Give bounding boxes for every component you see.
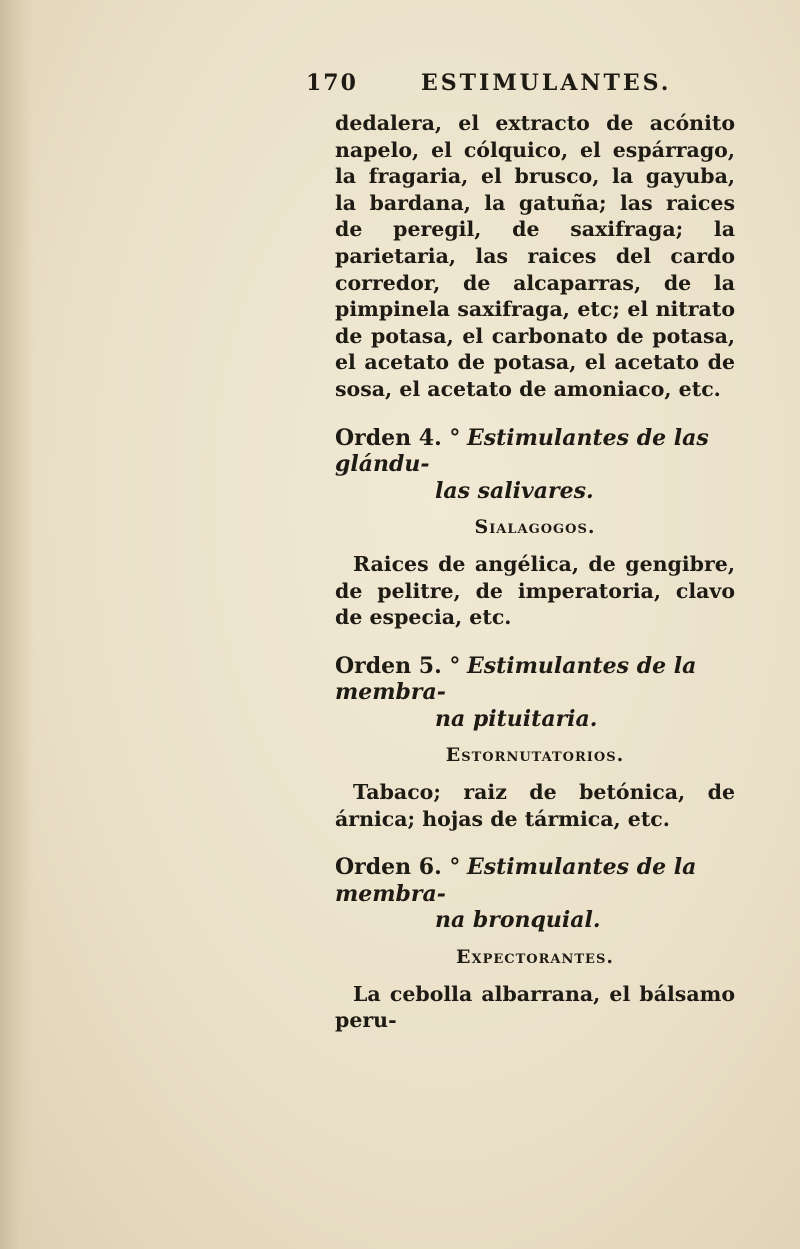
class-name: Estornutatorios. [445, 744, 625, 767]
order-title-line1: Estimulantes de la membra- [335, 854, 697, 907]
page-header [306, 70, 726, 104]
page-body [335, 110, 735, 1034]
order-heading [335, 425, 735, 505]
order-title-line2: las salivares. [435, 477, 594, 504]
order-label: Orden 4. ° [335, 424, 461, 451]
order-label: Orden 5. ° [335, 652, 461, 679]
order-label: Orden 6. ° [335, 854, 461, 881]
page-edge-shadow [0, 0, 34, 1249]
class-name: Expectorantes. [456, 946, 614, 969]
order-title-line2: na bronquial. [435, 907, 601, 934]
order-items: La cebolla albarrana, el bálsamo peru- [335, 981, 735, 1033]
order-items: Raices de angélica, de gengibre, de pelitre, de imperatoria, clavo de especia, etc. [335, 551, 735, 630]
order-title-line1: Estimulantes de las glándu- [335, 424, 709, 478]
order-items: Tabaco; raiz de betónica, de árnica; hojas de tármica, etc. [335, 780, 735, 831]
class-name: Sialagogos. [474, 516, 596, 539]
running-head: ESTIMULANTES. [421, 70, 672, 96]
order-heading [335, 653, 735, 733]
intro-paragraph: dedalera, el extracto de acónito napelo, el cólquico, el espárrago, la fragaria, el brusco, la gayuba, la bardana, la gatuña; las raices de peregil, de saxifraga; la parietaria, las raices del cardo corredor, de alcaparras, de la pimpinela saxifraga, etc; el nitrato de potasa, el carbonato de potasa, el acetato de potasa, el acetato de sosa, el acetato de amoniaco, etc. [335, 111, 735, 401]
order-section-4 [335, 425, 735, 631]
order-section-5 [335, 653, 735, 833]
page-number: 170 [306, 70, 358, 96]
order-title-line1: Estimulantes de la membra- [335, 652, 697, 706]
order-section-6 [335, 854, 735, 1034]
order-heading [335, 854, 735, 934]
order-title-line2: na pituitaria. [435, 705, 598, 732]
